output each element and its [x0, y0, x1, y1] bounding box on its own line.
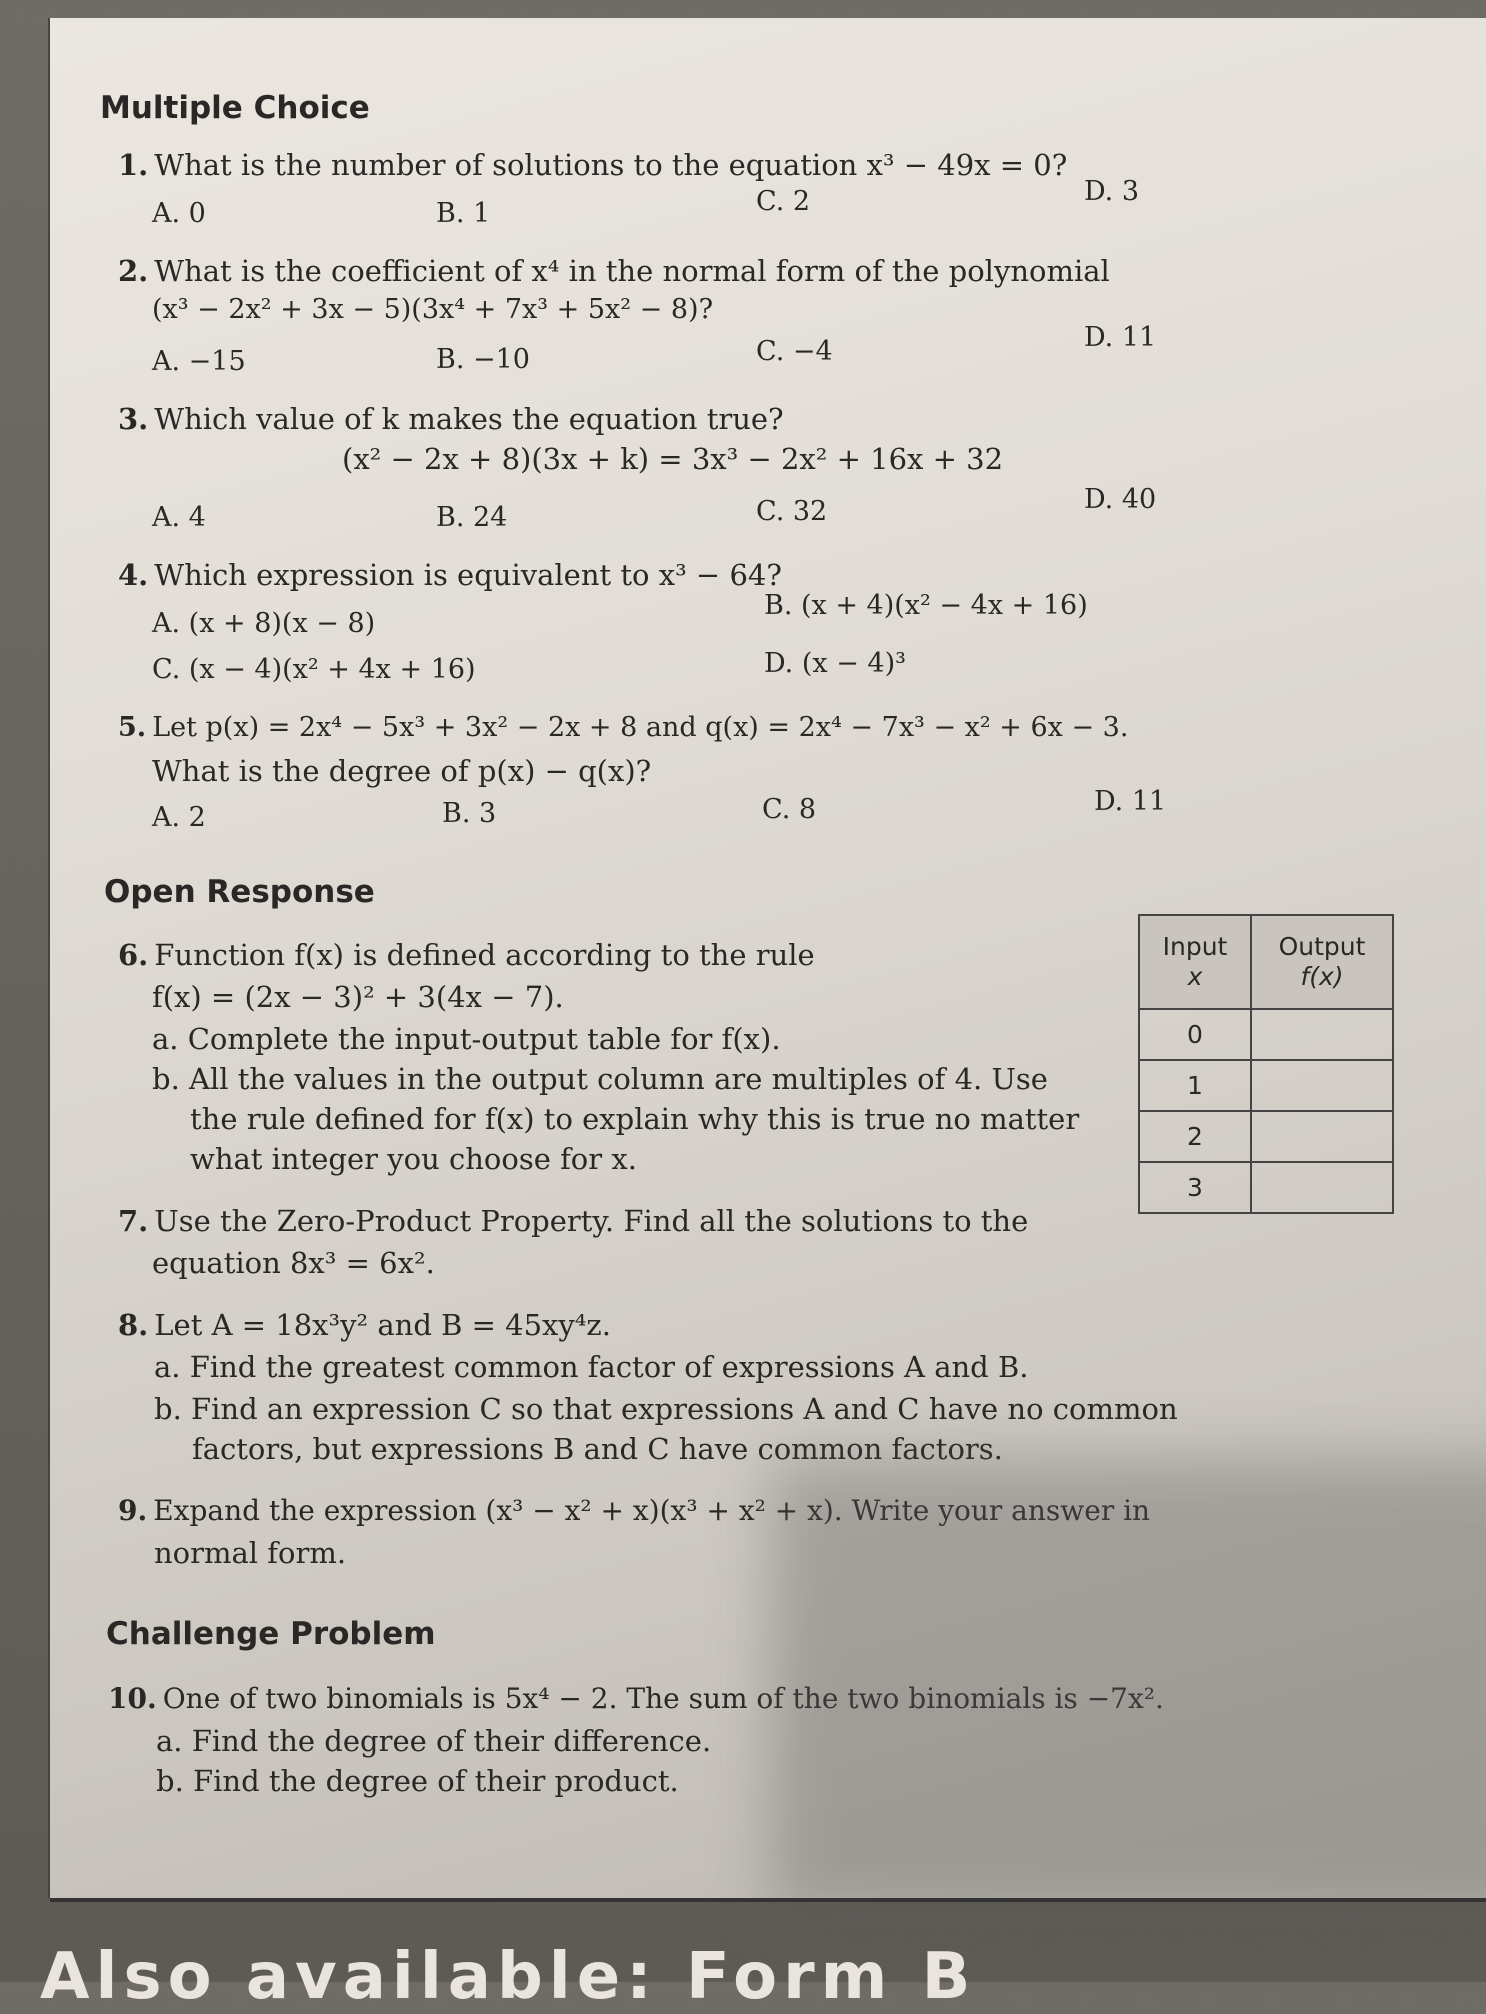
- question-text: What is the number of solutions to the equation x³ − 49x = 0?: [154, 148, 1068, 182]
- input-output-table: [1138, 914, 1394, 1214]
- question-10: [108, 1682, 1164, 1715]
- table-row: [1139, 1162, 1393, 1213]
- q5-option-b[interactable]: B. 3: [442, 798, 497, 829]
- q4-option-b[interactable]: B. (x + 4)(x² − 4x + 16): [764, 590, 1088, 621]
- q1-option-a[interactable]: A. 0: [152, 198, 206, 229]
- question-number: 5.: [118, 712, 147, 743]
- input-cell: 3: [1139, 1162, 1251, 1213]
- output-cell[interactable]: [1251, 1162, 1393, 1213]
- q10-part-b: b. Find the degree of their product.: [156, 1764, 679, 1798]
- q7-equation-line: equation 8x³ = 6x².: [152, 1246, 435, 1280]
- q3-option-c[interactable]: C. 32: [756, 496, 828, 527]
- question-4: [118, 558, 782, 592]
- q3-option-b[interactable]: B. 24: [436, 502, 508, 533]
- input-cell: 2: [1139, 1111, 1251, 1162]
- question-number: 6.: [118, 938, 149, 972]
- q2-option-c[interactable]: C. −4: [756, 336, 833, 367]
- question-1: [118, 148, 1067, 182]
- q5-option-d[interactable]: D. 11: [1094, 786, 1167, 817]
- q10-part-a: a. Find the degree of their difference.: [156, 1724, 712, 1758]
- section-heading-multiple-choice: Multiple Choice: [100, 90, 370, 126]
- output-header-function: f(x): [1300, 962, 1344, 991]
- table-row: [1139, 1009, 1393, 1060]
- question-3: [118, 402, 784, 436]
- question-2: [118, 254, 1110, 288]
- footer-partial-text: Also available: Form B: [40, 1940, 977, 2014]
- q9-line-2: normal form.: [154, 1536, 347, 1570]
- section-heading-challenge: Challenge Problem: [106, 1616, 436, 1652]
- q4-option-a[interactable]: A. (x + 8)(x − 8): [152, 608, 376, 639]
- q3-option-a[interactable]: A. 4: [152, 502, 206, 533]
- q2-expression: (x³ − 2x² + 3x − 5)(3x⁴ + 7x³ + 5x² − 8)?: [152, 294, 714, 325]
- q3-option-d[interactable]: D. 40: [1084, 484, 1157, 515]
- q5-option-a[interactable]: A. 2: [152, 802, 206, 833]
- q1-option-b[interactable]: B. 1: [436, 198, 491, 229]
- question-text: Which value of k makes the equation true?: [154, 402, 784, 436]
- question-number: 7.: [118, 1204, 149, 1238]
- question-number: 2.: [118, 254, 149, 288]
- section-heading-open-response: Open Response: [104, 874, 375, 910]
- q1-option-d[interactable]: D. 3: [1084, 176, 1140, 207]
- q6-part-b-line-3: what integer you choose for x.: [190, 1142, 637, 1176]
- question-text: One of two binomials is 5x⁴ − 2. The sum of the two binomials is −7x².: [162, 1682, 1164, 1715]
- question-text: Which expression is equivalent to x³ − 64?: [154, 558, 782, 592]
- q6-part-a: a. Complete the input-output table for f(x).: [152, 1022, 781, 1056]
- question-text: Let p(x) = 2x⁴ − 5x³ + 3x² − 2x + 8 and q(x) = 2x⁴ − 7x³ − x² + 6x − 3.: [152, 712, 1129, 743]
- q1-option-c[interactable]: C. 2: [756, 186, 811, 217]
- q2-option-a[interactable]: A. −15: [152, 346, 246, 377]
- output-cell[interactable]: [1251, 1111, 1393, 1162]
- input-cell: 0: [1139, 1009, 1251, 1060]
- q8-part-b-line-2: factors, but expressions B and C have common factors.: [192, 1432, 1003, 1466]
- q6-part-b-line-1: b. All the values in the output column are multiples of 4. Use: [152, 1062, 1048, 1096]
- question-9: [118, 1494, 1150, 1527]
- question-text: Function f(x) is defined according to the rule: [154, 938, 815, 972]
- question-number: 10.: [108, 1682, 157, 1715]
- input-column-header: [1139, 915, 1251, 1009]
- question-number: 1.: [118, 148, 149, 182]
- q4-option-d[interactable]: D. (x − 4)³: [764, 648, 906, 679]
- q5-question-line-2: What is the degree of p(x) − q(x)?: [152, 754, 652, 788]
- output-cell[interactable]: [1251, 1009, 1393, 1060]
- input-header-label: Input: [1162, 932, 1228, 961]
- output-cell[interactable]: [1251, 1060, 1393, 1111]
- question-5: [118, 712, 1128, 743]
- q8-part-a: a. Find the greatest common factor of expressions A and B.: [154, 1350, 1029, 1384]
- table-header-row: [1139, 915, 1393, 1009]
- question-6: [118, 938, 815, 972]
- table-row: [1139, 1111, 1393, 1162]
- q5-option-c[interactable]: C. 8: [762, 794, 817, 825]
- output-header-label: Output: [1278, 932, 1366, 961]
- question-7: [118, 1204, 1028, 1238]
- question-number: 3.: [118, 402, 149, 436]
- q6-part-b-line-2: the rule defined for f(x) to explain why this is true no matter: [190, 1102, 1080, 1136]
- q3-equation: (x² − 2x + 8)(3x + k) = 3x³ − 2x² + 16x + 32: [342, 442, 1004, 476]
- question-text: Expand the expression (x³ − x² + x)(x³ + x² + x). Write your answer in: [153, 1494, 1151, 1527]
- question-number: 9.: [118, 1494, 148, 1527]
- input-header-variable: x: [1187, 962, 1203, 991]
- output-column-header: [1251, 915, 1393, 1009]
- question-number: 4.: [118, 558, 149, 592]
- bottom-divider: [50, 1898, 1486, 1902]
- q4-option-c[interactable]: C. (x − 4)(x² + 4x + 16): [152, 654, 476, 685]
- q2-option-d[interactable]: D. 11: [1084, 322, 1157, 353]
- question-text: Let A = 18x³y² and B = 45xy⁴z.: [154, 1308, 611, 1342]
- question-text: Use the Zero-Product Property. Find all the solutions to the: [154, 1204, 1029, 1238]
- table-row: [1139, 1060, 1393, 1111]
- question-8: [118, 1308, 611, 1342]
- question-text: What is the coefficient of x⁴ in the normal form of the polynomial: [154, 254, 1110, 288]
- question-number: 8.: [118, 1308, 149, 1342]
- q2-option-b[interactable]: B. −10: [436, 344, 530, 375]
- q8-part-b-line-1: b. Find an expression C so that expressions A and C have no common: [154, 1392, 1178, 1426]
- q6-rule: f(x) = (2x − 3)² + 3(4x − 7).: [152, 980, 564, 1014]
- input-cell: 1: [1139, 1060, 1251, 1111]
